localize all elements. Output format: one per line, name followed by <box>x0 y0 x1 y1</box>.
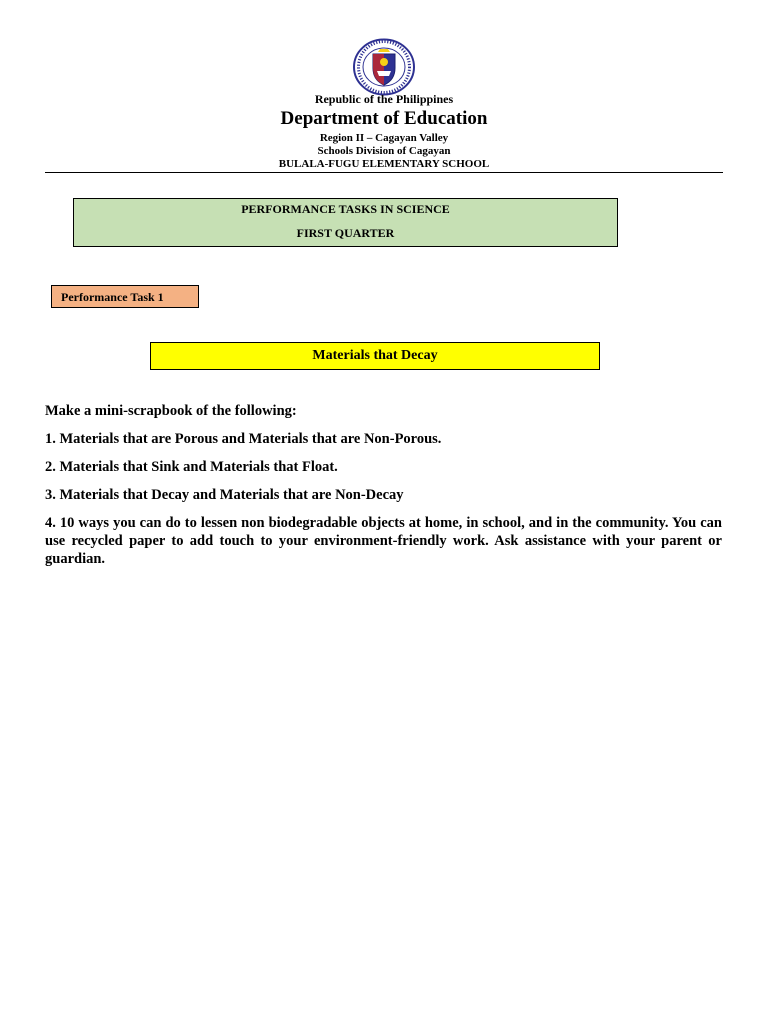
performance-tasks-banner <box>73 198 618 247</box>
header-divider <box>45 172 723 173</box>
instructions-intro: Make a mini-scrapbook of the following: <box>45 403 297 419</box>
republic-line: Republic of the Philippines <box>314 92 454 106</box>
school-name: BULALA-FUGU ELEMENTARY SCHOOL <box>278 158 490 170</box>
department-title: Department of Education <box>280 108 488 129</box>
banner-title: PERFORMANCE TASKS IN SCIENCE <box>241 202 450 216</box>
performance-task-label: Performance Task 1 <box>51 285 199 308</box>
topic-title: Materials that Decay <box>150 342 600 370</box>
deped-seal-icon <box>352 38 416 96</box>
list-item: 3. Materials that Decay and Materials that are Non-Decay <box>45 487 404 503</box>
banner-quarter: FIRST QUARTER <box>296 226 395 240</box>
division-line: Schools Division of Cagayan <box>317 145 451 157</box>
list-item: 2. Materials that Sink and Materials that Float. <box>45 459 338 475</box>
region-line: Region II – Cagayan Valley <box>319 132 449 144</box>
list-item: 1. Materials that are Porous and Materials that are Non-Porous. <box>45 431 442 447</box>
list-item: 4. 10 ways you can do to lessen non biodegradable objects at home, in school, and in the community. You can use recycled paper to add touch to your environment-friendly work. Ask assistance with your parent or guardian. <box>45 515 722 567</box>
